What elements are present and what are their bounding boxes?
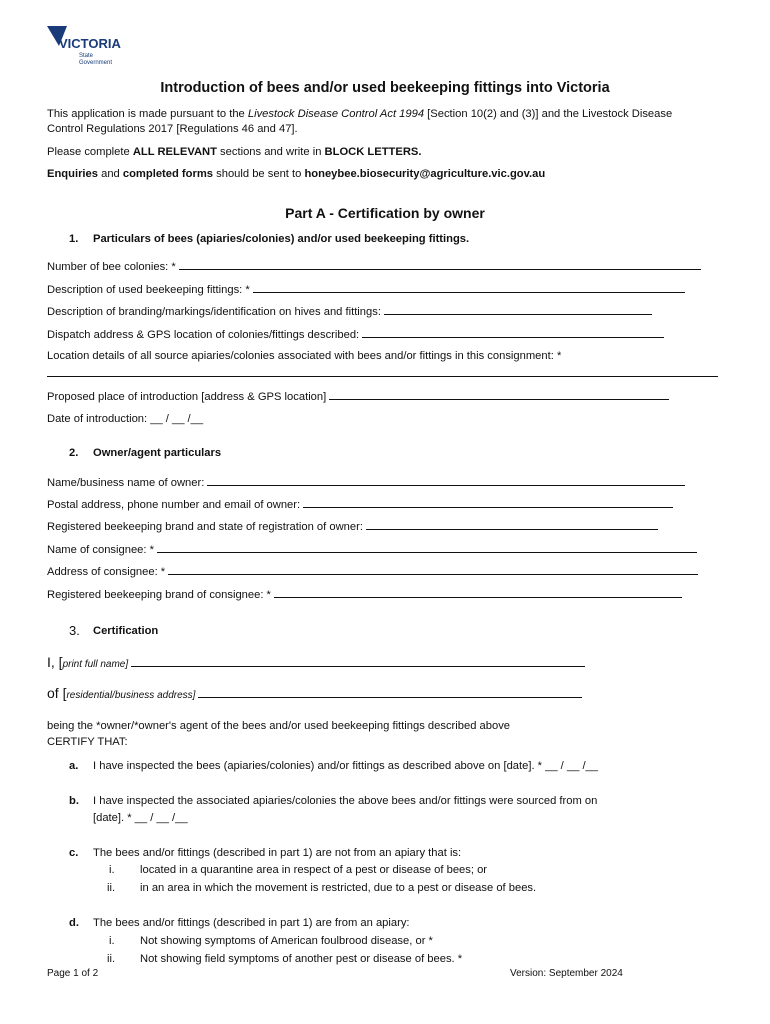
field-label: Name of consignee: *	[47, 544, 154, 556]
item-b-text: I have inspected the associated apiaries/colonies the above bees and/or fittings were sourced from on	[93, 795, 598, 807]
input-line[interactable]	[253, 282, 685, 293]
section-2-number: 2.	[69, 447, 79, 459]
input-line[interactable]	[329, 389, 669, 400]
field-label: Registered beekeeping brand and state of registration of owner:	[47, 521, 363, 533]
section-1-title: Particulars of bees (apiaries/colonies) and/or used beekeeping fittings.	[93, 233, 470, 245]
field-label: print full name]	[62, 659, 129, 670]
item-c-marker: c.	[69, 847, 79, 859]
field-full-name[interactable]	[47, 655, 585, 672]
input-line[interactable]	[168, 564, 698, 575]
intro-bold: BLOCK LETTERS.	[324, 146, 422, 158]
item-d-text: The bees and/or fittings (described in part 1) are from an apiary:	[93, 917, 410, 929]
input-line[interactable]	[157, 542, 697, 553]
field-label: Location details of all source apiaries/colonies associated with bees and/or fittings in this consignment: *	[47, 350, 562, 362]
intro-text: and	[97, 168, 123, 180]
certify-that: CERTIFY THAT:	[47, 736, 128, 748]
item-d-marker: d.	[69, 917, 79, 929]
field-label: Registered beekeeping brand of consignee: *	[47, 589, 271, 601]
logo-sub2: Government	[79, 60, 113, 66]
victoria-government-logo	[45, 24, 135, 68]
intro-bold: Enquiries	[47, 168, 98, 180]
input-line[interactable]	[366, 519, 658, 530]
enquiries-email[interactable]: honeybee.biosecurity@agriculture.vic.gov.au	[304, 168, 546, 180]
intro-text: This application is made pursuant to the	[47, 108, 248, 120]
field-date-of-introduction[interactable]: Date of introduction: __ / __ /__	[47, 413, 204, 425]
input-line[interactable]	[362, 327, 664, 338]
item-c-i-text: located in a quarantine area in respect of a pest or disease of bees; or	[140, 864, 488, 876]
intro-line-1	[47, 107, 672, 122]
being-line: being the *owner/*owner's agent of the bees and/or used beekeeping fittings described above	[47, 720, 511, 732]
part-a-heading: Part A - Certification by owner	[285, 205, 485, 221]
field-label: Description of branding/markings/identification on hives and fittings:	[47, 306, 381, 318]
field-label: Name/business name of owner:	[47, 477, 205, 489]
section-1-number: 1.	[69, 233, 79, 245]
field-prefix: I, [	[47, 654, 63, 670]
field-label: Postal address, phone number and email of owner:	[47, 499, 301, 511]
field-source-location	[47, 349, 561, 364]
item-c-ii-marker: ii.	[107, 882, 116, 894]
item-c-i-marker: i.	[109, 864, 115, 876]
field-label: Description of used beekeeping fittings: *	[47, 284, 250, 296]
intro-bold: completed forms	[122, 168, 214, 180]
item-a-marker: a.	[69, 760, 79, 772]
input-line[interactable]	[303, 497, 673, 508]
input-line[interactable]	[384, 304, 652, 315]
act-name: Livestock Disease Control Act 1994	[247, 108, 425, 120]
item-b-marker: b.	[69, 795, 79, 807]
field-dispatch-address[interactable]	[47, 327, 664, 343]
field-fittings-description[interactable]	[47, 282, 685, 298]
input-line[interactable]	[207, 475, 685, 486]
section-3-number: 3.	[69, 623, 80, 638]
field-number-of-colonies[interactable]	[47, 259, 701, 275]
field-label: Address of consignee: *	[47, 566, 166, 578]
version-label: Version: September 2024	[510, 968, 623, 979]
field-branding-description[interactable]	[47, 304, 652, 320]
form-title: Introduction of bees and/or used beekeeping fittings into Victoria	[160, 80, 610, 96]
intro-line-4	[47, 167, 545, 182]
intro-bold: ALL RELEVANT	[132, 146, 217, 158]
field-prefix: of [	[47, 685, 67, 701]
input-line[interactable]	[131, 656, 585, 667]
field-consignee-brand[interactable]	[47, 587, 682, 603]
logo-sub1: State	[79, 53, 94, 59]
intro-text: sections and write in	[216, 146, 325, 158]
field-label: Dispatch address & GPS location of colonies/fittings described:	[47, 329, 360, 341]
item-a-text: I have inspected the bees (apiaries/colonies) and/or fittings as described above on [date]. * __ / __ /__	[93, 760, 598, 772]
section-3-title: Certification	[93, 625, 159, 637]
section-2-title: Owner/agent particulars	[93, 447, 222, 459]
field-owner-name[interactable]	[47, 475, 685, 491]
intro-line-2: Control Regulations 2017 [Regulations 46 and 47].	[47, 123, 298, 135]
field-owner-contact[interactable]	[47, 497, 673, 513]
input-line[interactable]	[198, 687, 582, 698]
field-proposed-place[interactable]	[47, 389, 669, 405]
item-d-i-text: Not showing symptoms of American foulbrood disease, or *	[140, 935, 433, 947]
item-d-ii-text: Not showing field symptoms of another pest or disease of bees. *	[140, 953, 463, 965]
field-owner-brand[interactable]	[47, 519, 658, 535]
field-label: Number of bee colonies: *	[47, 261, 176, 273]
item-c-ii-text: in an area in which the movement is restricted, due to a pest or disease of bees.	[140, 882, 537, 894]
item-d-ii-marker: ii.	[107, 953, 116, 965]
source-location-line[interactable]	[47, 376, 718, 377]
field-label: Proposed place of introduction [address & GPS location]	[47, 391, 327, 403]
field-consignee-name[interactable]	[47, 542, 697, 558]
input-line[interactable]	[274, 587, 682, 598]
input-line[interactable]	[179, 259, 701, 270]
page-number: Page 1 of 2	[47, 968, 99, 979]
logo-text: VICTORIA	[59, 36, 121, 51]
field-consignee-address[interactable]	[47, 564, 698, 580]
intro-text: [Section 10(2) and (3)] and the Livestock Disease	[424, 108, 673, 120]
item-c-text: The bees and/or fittings (described in part 1) are not from an apiary that is:	[93, 847, 462, 859]
item-b-text-2: [date]. * __ / __ /__	[93, 812, 188, 824]
field-address[interactable]	[47, 686, 582, 703]
field-label: residential/business address]	[66, 690, 196, 701]
item-d-i-marker: i.	[109, 935, 115, 947]
intro-text: should be sent to	[213, 168, 305, 180]
intro-text: Please complete	[47, 146, 133, 158]
intro-line-3	[47, 145, 422, 160]
